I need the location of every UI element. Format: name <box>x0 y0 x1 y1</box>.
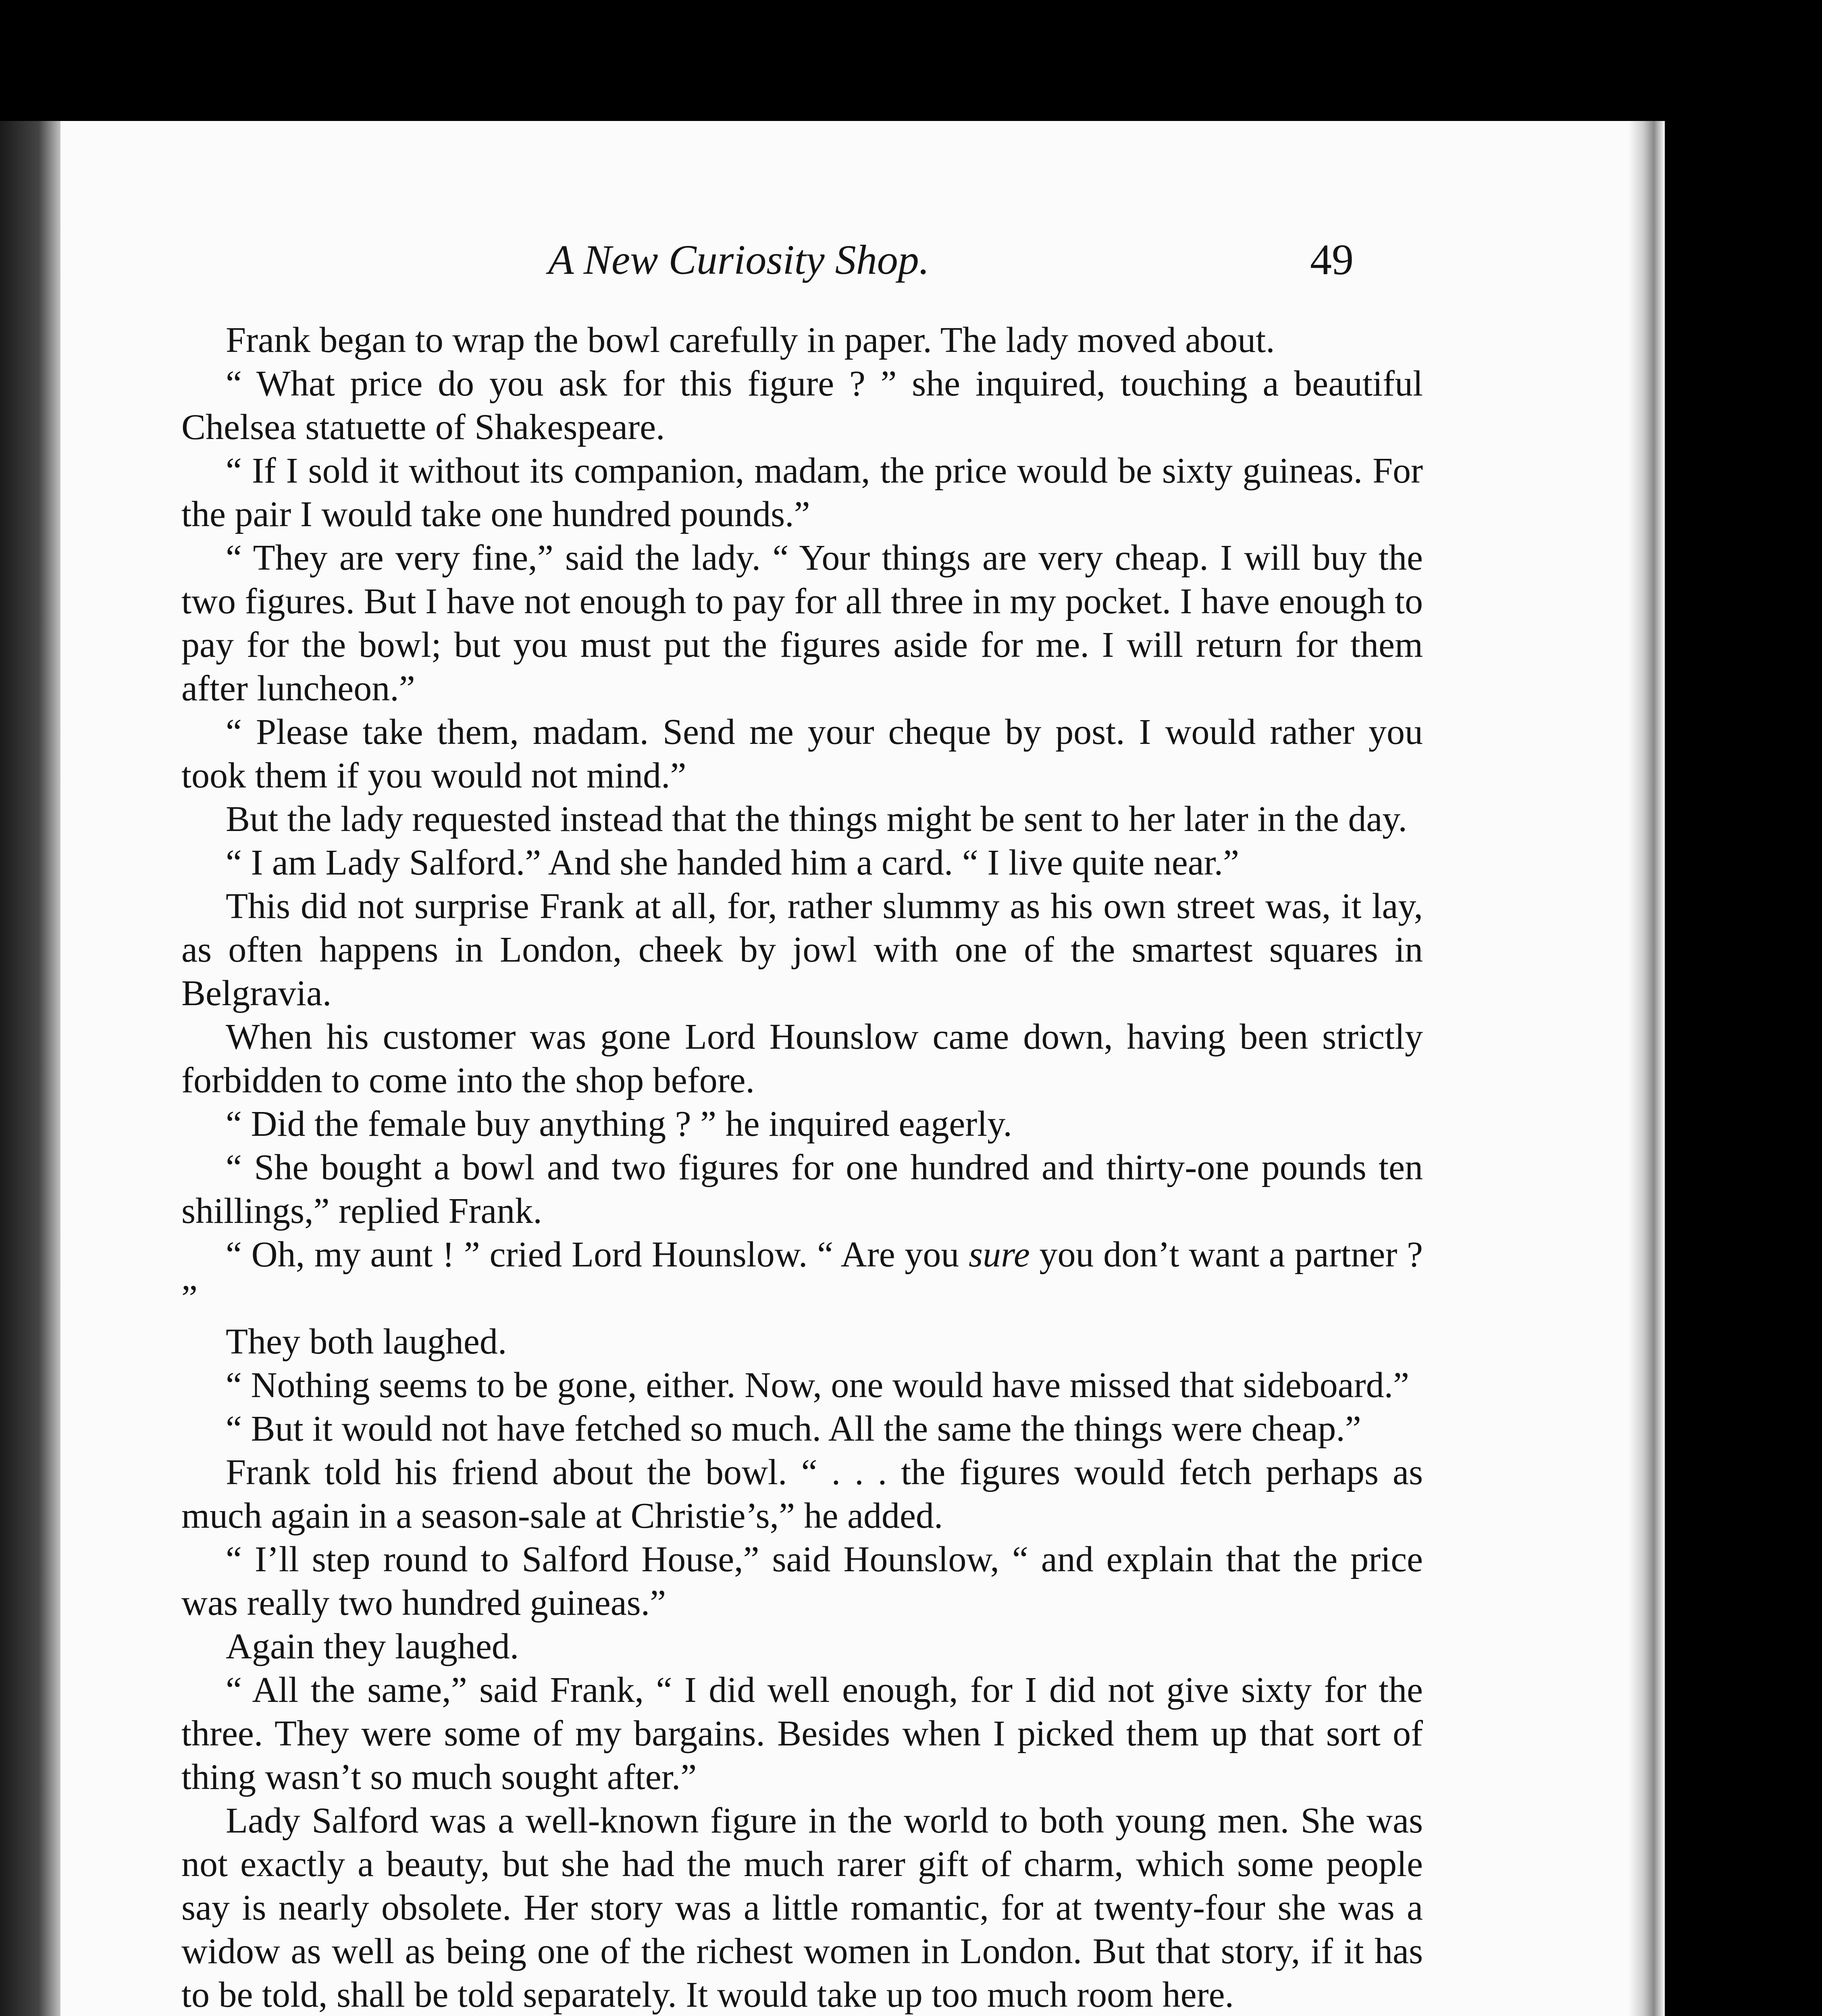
body-text <box>181 319 1423 2016</box>
paragraph: They both laughed. <box>226 1322 507 1362</box>
paragraph: “ She bought a bowl and two figures for one hundred and thirty-one pounds ten shillings,” replied Frank. <box>181 1148 1423 1231</box>
paragraph: “ All the same,” said Frank, “ I did well enough, for I did not give sixty for the three. They were some of my bargains. Besides when I picked them up that sort of thing wasn’t so much sought after.” <box>181 1670 1423 1797</box>
paragraph: Again they laughed. <box>226 1627 519 1666</box>
paragraph: “ But it would not have fetched so much. All the same the things were cheap.” <box>226 1409 1361 1449</box>
paragraph-text: “ Oh, my aunt ! ” cried Lord Hounslow. “ Are you <box>226 1235 969 1275</box>
emphasis-text: sure <box>969 1235 1030 1275</box>
paragraph: When his customer was gone Lord Hounslow came down, having been strictly forbidden to come into the shop before. <box>181 1017 1423 1100</box>
page-binding-shadow <box>0 121 64 2016</box>
paragraph: Frank told his friend about the bowl. “ . . . the figures would fetch perhaps as much again in a season-sale at Christie’s,” he added. <box>181 1452 1423 1536</box>
paragraph: “ Please take them, madam. Send me your cheque by post. I would rather you took them if you would not mind.” <box>181 712 1423 796</box>
book-page <box>60 121 1657 2016</box>
page-number: 49 <box>1310 236 1354 284</box>
page-header <box>60 230 1657 290</box>
paragraph: Frank began to wrap the bowl carefully in paper. The lady moved about. <box>226 320 1275 360</box>
paragraph: This did not surprise Frank at all, for, rather slummy as his own street was, it lay, as often happens in London, cheek by jowl with one of the smartest squares in Belgravia. <box>181 886 1423 1013</box>
paragraph: “ Did the female buy anything ? ” he inquired eagerly. <box>226 1104 1012 1144</box>
paragraph: “ They are very fine,” said the lady. “ Your things are very cheap. I will buy the two figures. But I have not enough to pay for all three in my pocket. I have enough to pay for the bowl; but you must put the figures aside for me. I will return for them after luncheon.” <box>181 538 1423 708</box>
paragraph: “ If I sold it without its companion, madam, the price would be sixty guineas. For the pair I would take one hundred pounds.” <box>181 451 1423 534</box>
paragraph: “ What price do you ask for this figure ? ” she inquired, touching a beautiful Chelsea statuette of Shakespeare. <box>181 364 1423 447</box>
paragraph: “ Nothing seems to be gone, either. Now, one would have missed that sideboard.” <box>226 1365 1409 1405</box>
running-head: A New Curiosity Shop. <box>548 237 930 283</box>
paragraph <box>181 1233 1423 1320</box>
paragraph: “ I am Lady Salford.” And she handed him a card. “ I live quite near.” <box>226 843 1240 883</box>
paragraph: “ I’ll step round to Salford House,” said Hounslow, “ and explain that the price was really two hundred guineas.” <box>181 1539 1423 1623</box>
paragraph-text: you don’t want a partner ? ” <box>181 1235 1423 1318</box>
paragraph: Lady Salford was a well-known figure in the world to both young men. She was not exactly a beauty, but she had the much rarer gift of charm, which some people say is nearly obsolete. Her story was a little romantic, for at twenty-four she was a widow as well as being one of the richest women in London. But that story, if it has to be told, shall be told separately. It would take up too much room here. <box>181 1801 1423 2015</box>
paragraph: But the lady requested instead that the things might be sent to her later in the day. <box>226 799 1407 839</box>
page-edge-shadow <box>1629 121 1665 2016</box>
